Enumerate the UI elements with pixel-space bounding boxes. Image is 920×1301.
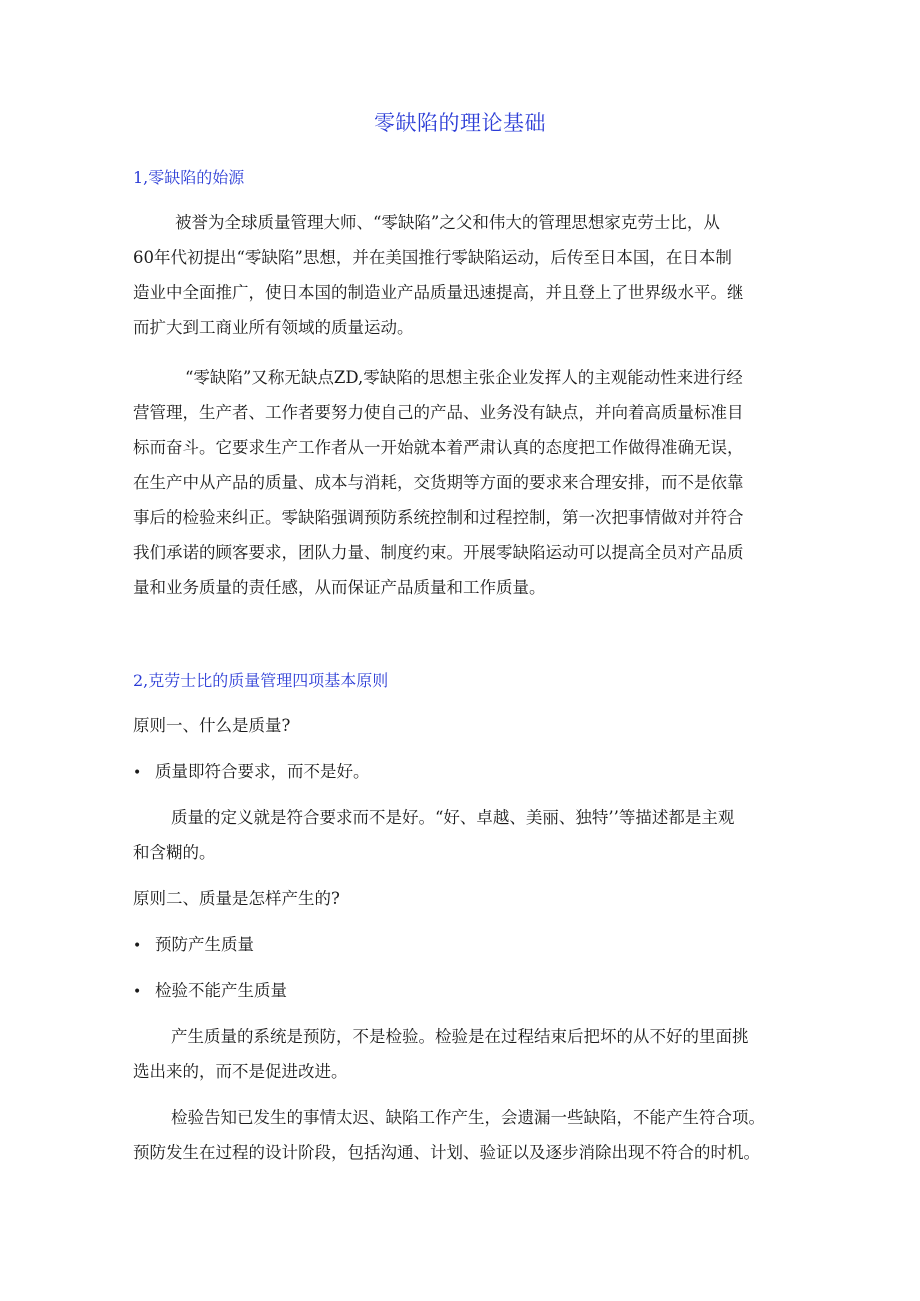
paragraph-line: 事后的检验来纠正。零缺陷强调预防系统控制和过程控制，第一次把事情做对并符合 [133,508,744,527]
paragraph-line: 和含糊的。 [133,843,216,862]
principle-1-bullet [133,759,370,786]
paragraph-line: 我们承诺的顾客要求，团队力量、制度约束。开展零缺陷运动可以提高全员对产品质 [133,543,744,562]
principle-2-bullet-2 [133,978,287,1005]
paragraph-line: 而扩大到工商业所有领域的质量运动。 [133,318,414,337]
bullet-text: 预防产生质量 [155,935,254,954]
paragraph-line: 质量的定义就是符合要求而不是好。“好、卓越、美丽、独特’’等描述都是主观 [171,808,735,827]
principle-2-paragraph-1 [133,1019,793,1089]
paragraph-line: 营管理，生产者、工作者要努力使自己的产品、业务没有缺点，并向着高质量标准目 [133,403,744,422]
paragraph-line: 标而奋斗。它要求生产工作者从一开始就本着严肃认真的态度把工作做得准确无误， [133,438,744,457]
bullet-text: 质量即符合要求，而不是好。 [155,762,370,781]
paragraph-line: 预防发生在过程的设计阶段，包括沟通、计划、验证以及逐步消除出现不符合的时机。 [133,1143,760,1162]
paragraph-line: 量和业务质量的责任感，从而保证产品质量和工作质量。 [133,578,546,597]
section-1-heading: 1,零缺陷的始源 [133,168,245,187]
bullet-text: 检验不能产生质量 [155,981,287,1000]
paragraph-line: 选出来的，而不是促进改进。 [133,1062,348,1081]
bullet-icon: • [133,765,142,781]
paragraph-line: 被誉为全球质量管理大师、“零缺陷”之父和伟大的管理思想家克劳士比，从 [175,213,720,232]
document-title: 零缺陷的理论基础 [374,111,546,135]
principle-2-bullet-1 [133,932,254,959]
bullet-icon: • [133,984,142,1000]
paragraph-line: “零缺陷”又称无缺点ZD,零缺陷的思想主张企业发挥人的主观能动性来进行经 [185,368,743,387]
paragraph-line: 在生产中从产品的质量、成本与消耗，交货期等方面的要求来合理安排，而不是依靠 [133,473,744,492]
bullet-icon: • [133,938,142,954]
paragraph-line: 60年代初提出“零缺陷”思想，并在美国推行零缺陷运动，后传至日本国，在日本制 [133,248,732,267]
principle-1-title: 原则一、什么是质量? [133,716,291,735]
section-2-heading: 2,克劳士比的质量管理四项基本原则 [133,671,389,690]
paragraph-line: 产生质量的系统是预防，不是检验。检验是在过程结束后把坏的从不好的里面挑 [171,1027,749,1046]
section-1-paragraph-2 [133,360,793,605]
principle-1-paragraph [133,800,793,870]
principle-2-paragraph-2 [133,1100,793,1170]
paragraph-line: 造业中全面推广，使日本国的制造业产品质量迅速提高，并且登上了世界级水平。继 [133,283,744,302]
paragraph-line: 检验告知已发生的事情太迟、缺陷工作产生，会遗漏一些缺陷，不能产生符合项。 [171,1108,765,1127]
section-1-paragraph-1 [133,205,793,345]
principle-2-title: 原则二、质量是怎样产生的? [133,889,340,908]
